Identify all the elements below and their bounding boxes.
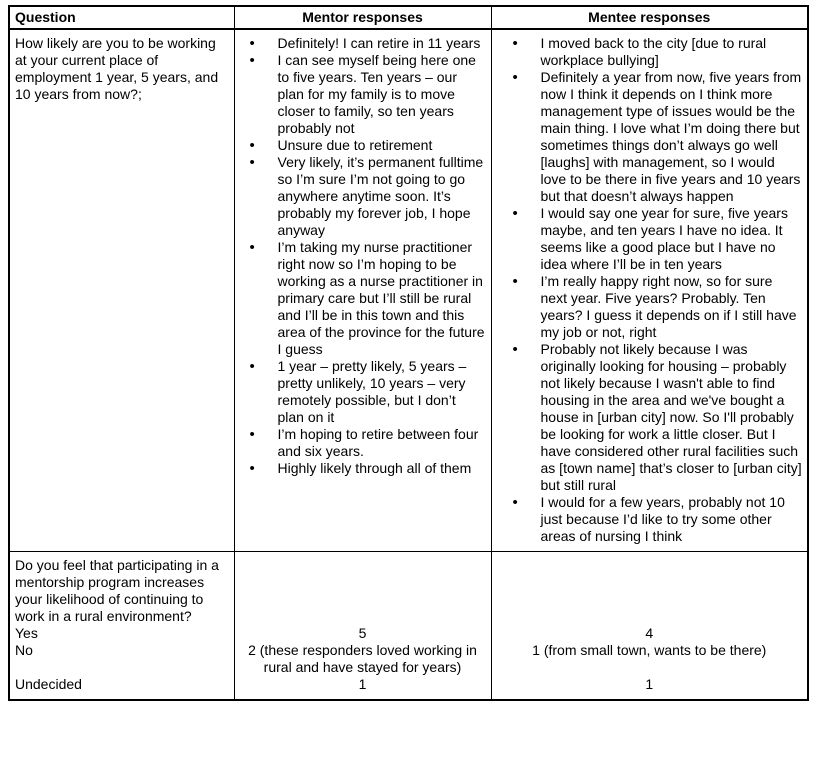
question-cell-employment <box>9 29 234 552</box>
column-header-question: Question <box>9 6 234 29</box>
mentee-count-undecided: 1 <box>645 676 654 692</box>
mentor-responses-cell <box>234 29 491 552</box>
mentee-response-item <box>497 35 803 69</box>
bullet-text: Highly likely through all of them <box>277 460 472 476</box>
bullet-text: I’m taking my nurse practitioner right now so I’m hoping to be working as a nurse practitioner in primary care but I’ll still be rural and I’ll be in this town and this area of the province for the future I guess <box>277 239 485 357</box>
mentor-count-no: 2 (these responders loved working in rural and have stayed for years) <box>248 642 477 675</box>
blank-line <box>497 659 803 676</box>
mentor-count-undecided: 1 <box>358 676 367 692</box>
mentee-counts-cell <box>491 552 808 701</box>
header-row <box>9 6 808 29</box>
table-row-mentorship-program <box>9 552 808 701</box>
bullet-text: Definitely! I can retire in 11 years <box>277 35 481 51</box>
bullet-text: Unsure due to retirement <box>277 137 433 153</box>
mentee-count-yes: 4 <box>645 625 654 641</box>
table-row-employment-likelihood <box>9 29 808 552</box>
question-text: Do you feel that participating in a mentorship program increases your likelihood of continuing to work in a rural environment? <box>15 557 219 624</box>
blank-line <box>15 659 229 676</box>
bullet-text: 1 year – pretty likely, 5 years – pretty unlikely, 10 years – very remotely possible, but I don’t plan on it <box>277 358 467 425</box>
bullet-text: I would say one year for sure, five years maybe, and ten years I have no idea. It seems like a good place but I have no idea where I’ll be in ten years <box>540 205 788 272</box>
bullet-text: I would for a few years, probably not 10 just because I’d like to try some other areas of nursing I think <box>540 494 785 544</box>
mentee-response-item <box>497 494 803 545</box>
mentor-response-item <box>240 358 486 426</box>
bullet-text: I moved back to the city [due to rural workplace bullying] <box>540 35 767 68</box>
option-label-undecided: Undecided <box>15 676 82 692</box>
mentor-response-item <box>240 460 486 477</box>
mentor-response-item <box>240 35 486 52</box>
mentee-responses-cell <box>491 29 808 552</box>
mentor-response-item <box>240 52 486 137</box>
bullet-text: Definitely a year from now, five years from now I think it depends on I think more management type of issues would be the main thing. I love what I’m doing there but sometimes things don’t always go well [laughs] with management, so I would love to be there in five years and 10 years but that doesn’t always happen <box>540 69 802 204</box>
mentee-response-item <box>497 69 803 205</box>
mentorship-responses-table <box>8 5 809 701</box>
mentee-response-list <box>497 35 803 545</box>
mentor-response-item <box>240 154 486 239</box>
bullet-text: I can see myself being here one to five years. Ten years – our plan for my family is to move closer to family, so ten years probably not <box>277 52 476 136</box>
bullet-text: I’m hoping to retire between four and six years. <box>277 426 479 459</box>
column-header-mentor-responses: Mentor responses <box>234 6 491 29</box>
question-text: How likely are you to be working at your current place of employment 1 year, 5 years, and 10 years from now?; <box>15 35 219 102</box>
mentor-response-list <box>240 35 486 477</box>
option-label-yes: Yes <box>15 625 38 641</box>
mentee-response-item <box>497 205 803 273</box>
mentor-response-item <box>240 137 486 154</box>
option-label-no: No <box>15 642 33 658</box>
mentor-counts-cell <box>234 552 491 701</box>
mentee-response-item <box>497 273 803 341</box>
mentee-response-item <box>497 341 803 494</box>
column-header-mentee-responses: Mentee responses <box>491 6 808 29</box>
mentor-response-item <box>240 239 486 358</box>
question-cell-mentorship <box>9 552 234 701</box>
bullet-text: Probably not likely because I was originally looking for housing – probably not likely because I wasn't able to find housing in the area and we've bought a house in [urban city] now. So I'll probably be looking for work a little closer. But I have considered other rural facilities such as [town name] that’s closer to [urban city] but still rural <box>540 341 802 493</box>
bullet-text: I’m really happy right now, so for sure next year. Five years? Probably. Ten years? I guess it depends on if I still have my job or not, right <box>540 273 797 340</box>
mentor-count-yes: 5 <box>358 625 367 641</box>
mentor-response-item <box>240 426 486 460</box>
bullet-text: Very likely, it’s permanent fulltime so I’m sure I’m not going to go anywhere anytime soon. It’s probably my forever job, I hope anyway <box>277 154 484 238</box>
mentee-count-no: 1 (from small town, wants to be there) <box>532 642 767 658</box>
